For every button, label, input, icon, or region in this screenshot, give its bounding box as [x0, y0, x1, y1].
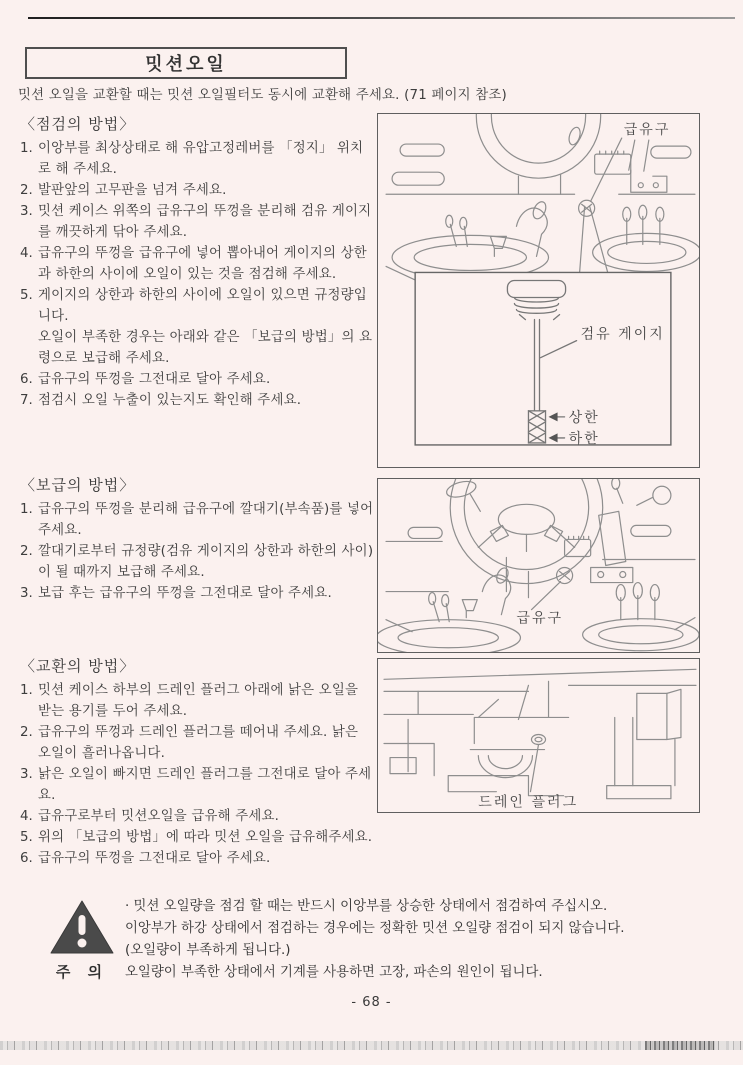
list-item-text: 이앙부를 최상상태로 해 유압고정레버를 「정지」 위치로 해 주세요. [38, 141, 364, 177]
list-item-text: 낡은 오일이 빠지면 드레인 플러그를 그전대로 달아 주세요. [38, 767, 372, 803]
diagram-filler-and-gauge [377, 113, 700, 468]
diagram-filler-location [377, 478, 700, 653]
list-item-number: 1. [20, 683, 33, 698]
list-item-text: 급유구의 뚜껑을 그전대로 달아 주세요. [38, 851, 271, 866]
intro-text: 밋션 오일을 교환할 때는 밋션 오일필터도 동시에 교환해 주세요. (71 페이지 참조) [18, 88, 507, 103]
diagram-drain-plug [377, 658, 700, 813]
list-item-text: 게이지의 상한과 하한의 사이에 오일이 있으면 규정량입니다. [38, 288, 367, 324]
page-number: - 68 - [351, 995, 392, 1010]
refill-steps [20, 499, 374, 604]
list-item-number: 4. [20, 246, 33, 261]
list-item-number: 7. [20, 393, 33, 408]
filler-port-label: 급유구 [623, 122, 671, 139]
list-item-text: 급유구로부터 밋션오일을 급유해 주세요. [38, 809, 280, 824]
page-title-box [25, 47, 347, 79]
warning-line: (오일량이 부족하게 됩니다.) [125, 943, 291, 958]
page-title: 밋션오일 [145, 54, 227, 75]
list-item-number: 5. [20, 830, 33, 845]
list-item [20, 722, 374, 764]
list-item-text: 급유구의 뚜껑을 그전대로 달아 주세요. [38, 372, 271, 387]
filler-port-label: 급유구 [516, 610, 564, 627]
drain-plug-label: 드레인 플러그 [478, 794, 579, 811]
scan-artifact-band-dark [645, 1041, 715, 1050]
warning-text [118, 896, 733, 984]
list-item-text: 보급 후는 급유구의 뚜껑을 그전대로 달아 주세요. [38, 586, 332, 601]
list-item [20, 327, 374, 369]
list-item [20, 541, 374, 583]
section-heading: 〈보급의 방법〉 [20, 476, 136, 494]
warning-triangle-icon [48, 898, 116, 956]
list-item-text: 발판앞의 고무판을 넘겨 주세요. [38, 183, 227, 198]
list-item-number: 3. [20, 586, 33, 601]
list-item-text: 밋션 케이스 위쪽의 급유구의 뚜껑을 분리해 검유 게이지를 깨끗하게 닦아 주세요. [38, 204, 372, 240]
list-item [20, 764, 374, 806]
list-item [20, 680, 374, 722]
list-item-number: 3. [20, 767, 33, 782]
list-item-number [20, 327, 38, 369]
list-item-text: 급유구의 뚜껑을 급유구에 넣어 뽑아내어 게이지의 상한과 하한의 사이에 오일이 있는 것을 점검해 주세요. [38, 246, 367, 282]
filler-gauge-illustration [378, 114, 699, 467]
list-item-text: 점검시 오일 누출이 있는지도 확인해 주세요. [38, 393, 302, 408]
list-item [20, 138, 374, 180]
section-refill [20, 474, 374, 604]
inspection-steps [20, 138, 374, 411]
list-item [20, 180, 374, 201]
list-item [20, 827, 374, 848]
list-item-number: 5. [20, 288, 33, 303]
drain-plug-illustration [378, 659, 699, 812]
list-item-number: 4. [20, 809, 33, 824]
list-item-text: 깔대기로부터 규정량(검유 게이지의 상한과 하한의 사이)이 될 때까지 보급해 주세요. [38, 544, 374, 580]
list-item-text: 위의 「보급의 방법」에 따라 밋션 오일을 급유해주세요. [38, 830, 373, 845]
list-item [20, 285, 374, 327]
section-heading: 〈점검의 방법〉 [20, 115, 136, 133]
warning-label: 주 의 [55, 963, 109, 981]
list-item-text: 급유구의 뚜껑을 분리해 급유구에 깔대기(부속품)를 넣어 주세요. [38, 502, 374, 538]
list-item-number: 2. [20, 544, 33, 559]
lower-limit-label: 하한 [568, 430, 600, 447]
warning-line: 오일량이 부족한 상태에서 기계를 사용하면 고장, 파손의 원인이 됩니다. [125, 965, 543, 980]
list-item [20, 848, 374, 869]
warning-line: 이앙부가 하강 상태에서 점검하는 경우에는 정확한 밋션 오일량 점검이 되지 않습니다. [125, 921, 625, 936]
gauge-label: 검유 게이지 [580, 326, 665, 343]
list-item [20, 499, 374, 541]
warning-block-icon [42, 898, 122, 982]
list-item-number: 3. [20, 204, 33, 219]
list-item-number: 6. [20, 851, 33, 866]
list-item-number: 1. [20, 141, 33, 156]
list-item [20, 806, 374, 827]
list-item [20, 390, 374, 411]
list-item [20, 583, 374, 604]
list-item-number: 6. [20, 372, 33, 387]
section-inspection [20, 113, 374, 411]
scan-artifact-band [0, 1041, 743, 1050]
section-exchange [20, 655, 374, 869]
exchange-steps [20, 680, 374, 869]
warning-line: · 밋션 오일량을 점검 할 때는 반드시 이앙부를 상승한 상태에서 점검하여 주십시오. [125, 899, 608, 914]
upper-limit-label: 상한 [568, 409, 600, 426]
list-item-number: 2. [20, 183, 33, 198]
list-item-number: 1. [20, 502, 33, 517]
list-item-text: 급유구의 뚜껑과 드레인 플러그를 떼어내 주세요. 낡은 오일이 흘러나옵니다. [38, 725, 359, 761]
list-item [20, 201, 374, 243]
list-item-text: 오일이 부족한 경우는 아래와 같은 「보급의 방법」의 요령으로 보급해 주세요. [38, 330, 373, 366]
top-rule [28, 17, 735, 19]
list-item-text: 밋션 케이스 하부의 드레인 플러그 아래에 낡은 오일을 받는 용기를 두어 주세요. [38, 683, 359, 719]
section-heading: 〈교환의 방법〉 [20, 657, 136, 675]
list-item [20, 369, 374, 390]
filler-location-illustration [378, 479, 699, 652]
list-item [20, 243, 374, 285]
list-item-number: 2. [20, 725, 33, 740]
